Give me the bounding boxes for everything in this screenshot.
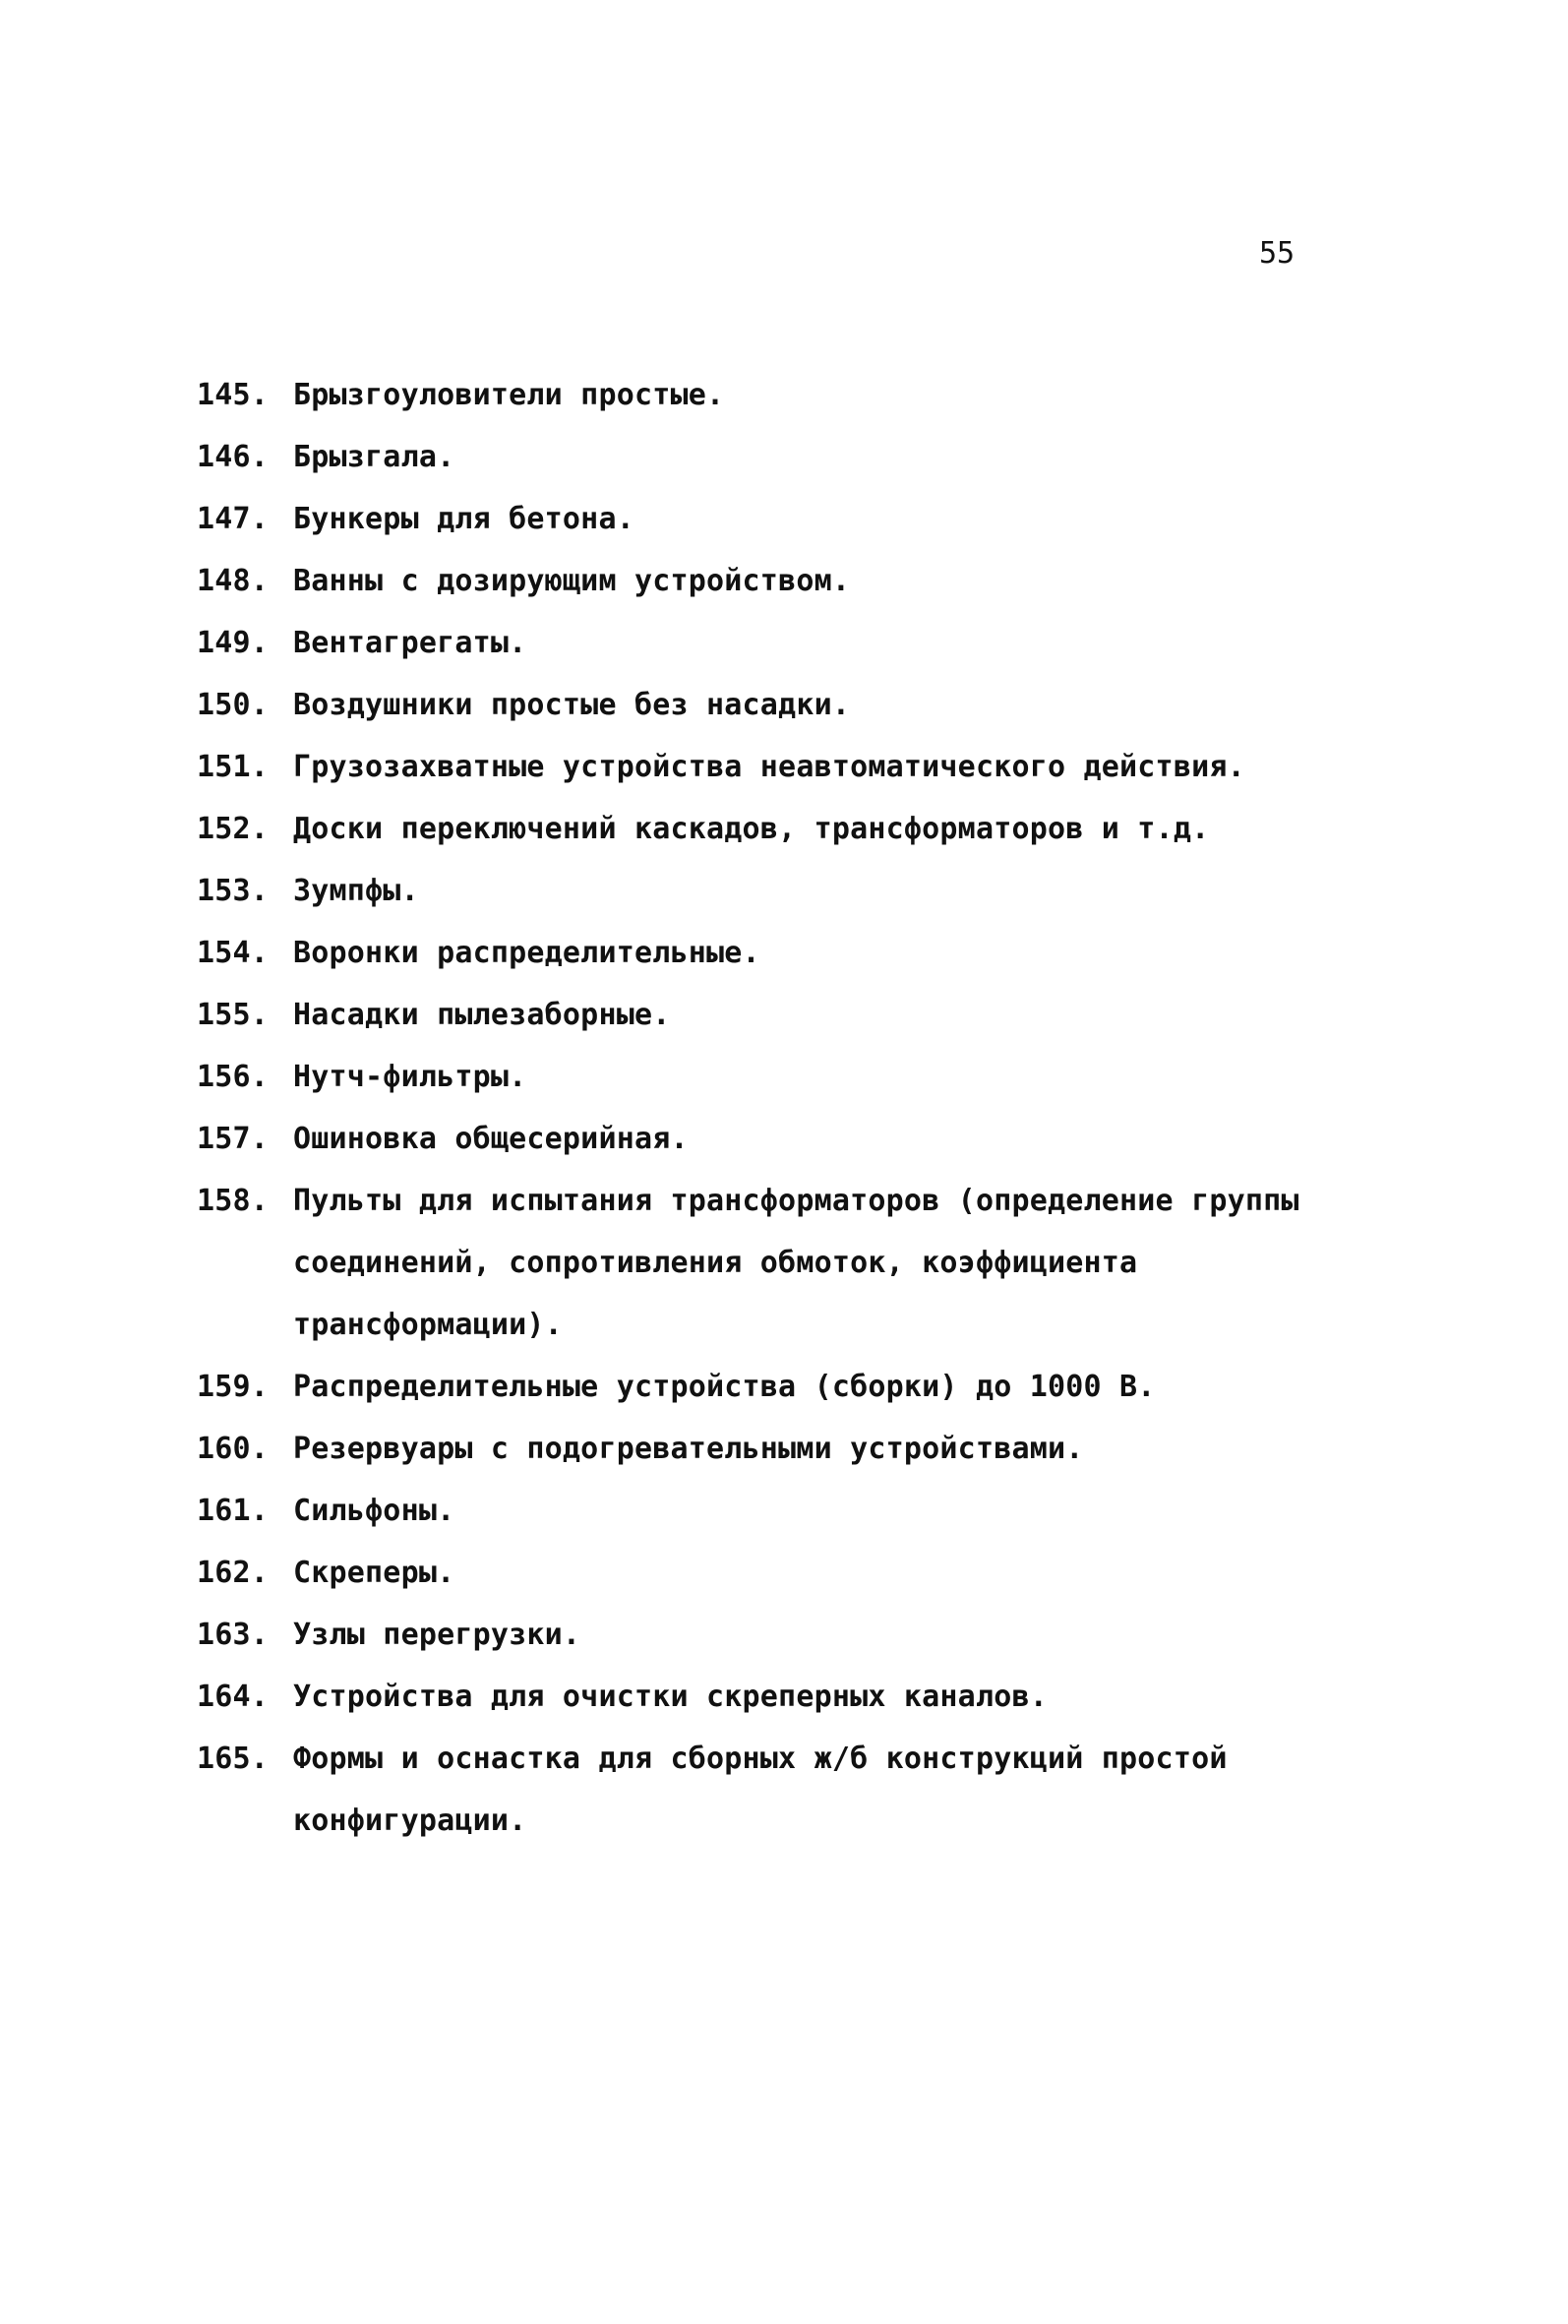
item-text: Брызгоуловители простые. [293, 378, 725, 412]
list-item [197, 488, 1476, 550]
item-number: 152. [197, 812, 270, 846]
list-item [197, 922, 1476, 984]
item-number: 164. [197, 1680, 270, 1714]
item-text: Устройства для очистки скреперных каналов. [293, 1680, 1048, 1714]
item-number: 153. [197, 874, 270, 908]
item-text: Нутч-фильтры. [293, 1060, 527, 1094]
item-number: 151. [197, 750, 270, 784]
item-number: 147. [197, 502, 270, 536]
page-number: 55 [1259, 236, 1296, 271]
item-number: 163. [197, 1618, 270, 1652]
item-text: Резервуары с подогревательными устройствами. [293, 1432, 1084, 1466]
item-number: 145. [197, 378, 270, 412]
list-item [197, 1480, 1476, 1542]
item-text: Воздушники простые без насадки. [293, 688, 851, 722]
item-number: 148. [197, 564, 270, 598]
list-item [197, 550, 1476, 612]
list-item [197, 1542, 1476, 1604]
item-text: Сильфоны. [293, 1494, 455, 1528]
item-number: 162. [197, 1556, 270, 1590]
list-item [197, 1356, 1476, 1418]
item-number: 155. [197, 998, 270, 1032]
item-text: Вентагрегаты. [293, 626, 527, 660]
equipment-list [197, 364, 1476, 1852]
list-item [197, 1108, 1476, 1170]
item-number: 156. [197, 1060, 270, 1094]
item-number: 158. [197, 1184, 270, 1218]
item-text: Ванны с дозирующим устройством. [293, 564, 851, 598]
list-item [197, 860, 1476, 922]
list-item [197, 364, 1476, 426]
list-item [197, 798, 1476, 860]
item-text: Бункеры для бетона. [293, 502, 634, 536]
item-number: 149. [197, 626, 270, 660]
item-text: Узлы перегрузки. [293, 1618, 581, 1652]
item-number: 157. [197, 1122, 270, 1156]
item-number: 165. [197, 1742, 270, 1776]
list-item [197, 1418, 1476, 1480]
list-item [197, 1170, 1476, 1356]
item-text: Скреперы. [293, 1556, 455, 1590]
item-text: Формы и оснастка для сборных ж/б конструкций простой конфигурации. [293, 1742, 1228, 1838]
item-number: 154. [197, 936, 270, 970]
list-item [197, 984, 1476, 1046]
list-item [197, 674, 1476, 736]
item-text: Ошиновка общесерийная. [293, 1122, 689, 1156]
item-text: Насадки пылезаборные. [293, 998, 671, 1032]
item-text: Доски переключений каскадов, трансформаторов и т.д. [293, 812, 1210, 846]
list-item [197, 736, 1476, 798]
list-item [197, 1046, 1476, 1108]
item-text: Брызгала. [293, 440, 455, 474]
item-text: Грузозахватные устройства неавтоматического действия. [293, 750, 1245, 784]
item-number: 159. [197, 1370, 270, 1404]
item-text: Пульты для испытания трансформаторов (определение группы соединений, сопротивления обмоток, коэффициента трансформации). [293, 1184, 1299, 1342]
list-item [197, 426, 1476, 488]
item-text: Распределительные устройства (сборки) до 1000 В. [293, 1370, 1156, 1404]
item-text: Зумпфы. [293, 874, 419, 908]
item-text: Воронки распределительные. [293, 936, 760, 970]
item-number: 150. [197, 688, 270, 722]
list-item [197, 1604, 1476, 1666]
list-item [197, 1728, 1476, 1852]
list-item [197, 1666, 1476, 1728]
list-item [197, 612, 1476, 674]
item-number: 146. [197, 440, 270, 474]
item-number: 160. [197, 1432, 270, 1466]
item-number: 161. [197, 1494, 270, 1528]
